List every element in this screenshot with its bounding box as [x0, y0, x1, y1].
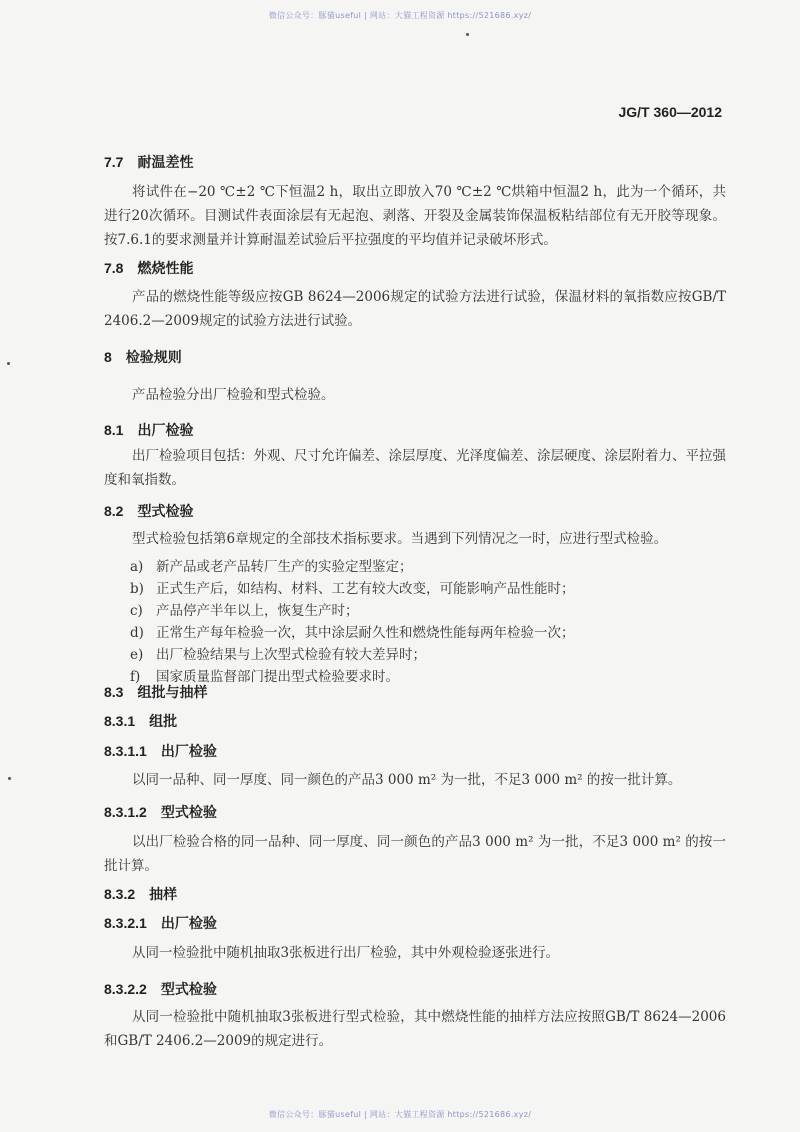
list-text: 正式生产后，如结构、材料、工艺有较大改变，可能影响产品性能时；	[156, 581, 575, 597]
heading-8-3-2-1	[104, 913, 217, 933]
paragraph-8: 产品检验分出厂检验和型式检验。	[132, 387, 335, 403]
heading-8-1	[104, 420, 193, 440]
paragraph-8-3-1-2: 以出厂检验合格的同一品种、同一厚度、同一颜色的产品3 000 m² 为一批，不足3 000 m² 的按一批计算。	[104, 834, 726, 874]
paragraph-8-3-1-1: 以同一品种、同一厚度、同一颜色的产品3 000 m² 为一批，不足3 000 m² 的按一批计算。	[132, 772, 682, 788]
paragraph-7-7: 将试件在−20 ℃±2 ℃下恒温2 h，取出立即放入70 ℃±2 ℃烘箱中恒温2 h，此为一个循环，共进行20次循环。目测试件表面涂层有无起泡、剥落、开裂及金属装饰保温板粘结部位有无开胶等现象。按7.6.1的要求测量并计算耐温差试验后平拉强度的平均值并记录破坏形式。	[104, 184, 726, 248]
section-number: 8.3.2.1	[104, 915, 147, 931]
section-number: 8.3.1.2	[104, 804, 147, 820]
list-marker: f)	[130, 669, 141, 685]
watermark-bottom: 微信公众号：豚猫useful | 网站：大猫工程资源 https://521686.xyz/	[268, 1110, 532, 1119]
list-marker: a)	[130, 559, 144, 575]
section-title: 耐温差性	[137, 155, 194, 171]
section-number: 8.3.1	[104, 713, 136, 729]
list-marker: d)	[130, 625, 144, 641]
list-item	[130, 599, 359, 619]
section-title: 组批	[149, 714, 178, 730]
list-item	[130, 621, 575, 641]
list-item	[130, 643, 426, 663]
heading-8-3-1-1	[104, 741, 217, 761]
section-title: 组批与抽样	[137, 685, 208, 701]
section-number: 8.3.2.2	[104, 981, 147, 997]
paragraph-8-1: 出厂检验项目包括：外观、尺寸允许偏差、涂层厚度、光泽度偏差、涂层硬度、涂层附着力、平拉强度和氧指数。	[104, 448, 726, 488]
section-number: 8.3.1.1	[104, 743, 147, 759]
list-item	[130, 577, 575, 597]
section-title: 型式检验	[137, 504, 194, 520]
heading-8-3-2	[104, 884, 177, 904]
section-number: 7.8	[104, 260, 124, 276]
section-number: 8.3.2	[104, 886, 136, 902]
section-title: 出厂检验	[160, 916, 217, 932]
list-marker: e)	[130, 647, 144, 663]
section-title: 检验规则	[125, 350, 182, 366]
paragraph-8-3-2-2: 从同一检验批中随机抽取3张板进行型式检验，其中燃烧性能的抽样方法应按照GB/T 8624—2006和GB/T 2406.2—2009的规定进行。	[104, 1009, 726, 1049]
list-text: 新产品或老产品转厂生产的实验定型鉴定；	[156, 559, 413, 575]
list-text: 正常生产每年检验一次，其中涂层耐久性和燃烧性能每两年检验一次；	[156, 625, 575, 641]
paragraph-7-8: 产品的燃烧性能等级应按GB 8624—2006规定的试验方法进行试验，保温材料的氧指数应按GB/T 2406.2—2009规定的试验方法进行试验。	[104, 289, 726, 329]
watermark-top: 微信公众号：豚猫useful | 网站：大猫工程资源 https://521686.xyz/	[268, 11, 532, 20]
heading-8-3-1-2	[104, 802, 217, 822]
document-number: JG/T 360—2012	[618, 104, 722, 120]
heading-8-3-1	[104, 711, 177, 731]
list-text: 出厂检验结果与上次型式检验有较大差异时；	[156, 647, 426, 663]
list-text: 产品停产半年以上，恢复生产时；	[156, 603, 359, 619]
section-number: 8.3	[104, 684, 124, 700]
heading-8-3-2-2	[104, 979, 217, 999]
heading-8	[104, 347, 182, 367]
scan-speck	[8, 777, 11, 780]
section-number: 8.2	[104, 503, 124, 519]
list-marker: b)	[130, 581, 144, 597]
section-title: 出厂检验	[137, 423, 194, 439]
section-title: 型式检验	[160, 805, 217, 821]
list-text: 国家质量监督部门提出型式检验要求时。	[156, 669, 399, 685]
section-title: 出厂检验	[160, 744, 217, 760]
list-item	[130, 555, 413, 575]
scan-speck	[7, 362, 10, 365]
section-title: 型式检验	[160, 982, 217, 998]
section-number: 8.1	[104, 422, 124, 438]
paragraph-8-3-2-1: 从同一检验批中随机抽取3张板进行出厂检验，其中外观检验逐张进行。	[132, 945, 560, 961]
heading-7-7	[104, 152, 193, 172]
scan-speck	[466, 33, 469, 36]
heading-7-8	[104, 258, 193, 278]
heading-8-3	[104, 682, 207, 702]
section-title: 抽样	[149, 887, 178, 903]
heading-8-2	[104, 501, 193, 521]
section-number: 7.7	[104, 154, 124, 170]
section-number: 8	[104, 349, 112, 365]
list-marker: c)	[130, 603, 143, 619]
section-title: 燃烧性能	[137, 261, 194, 277]
paragraph-8-2: 型式检验包括第6章规定的全部技术指标要求。当遇到下列情况之一时，应进行型式检验。	[132, 531, 668, 547]
